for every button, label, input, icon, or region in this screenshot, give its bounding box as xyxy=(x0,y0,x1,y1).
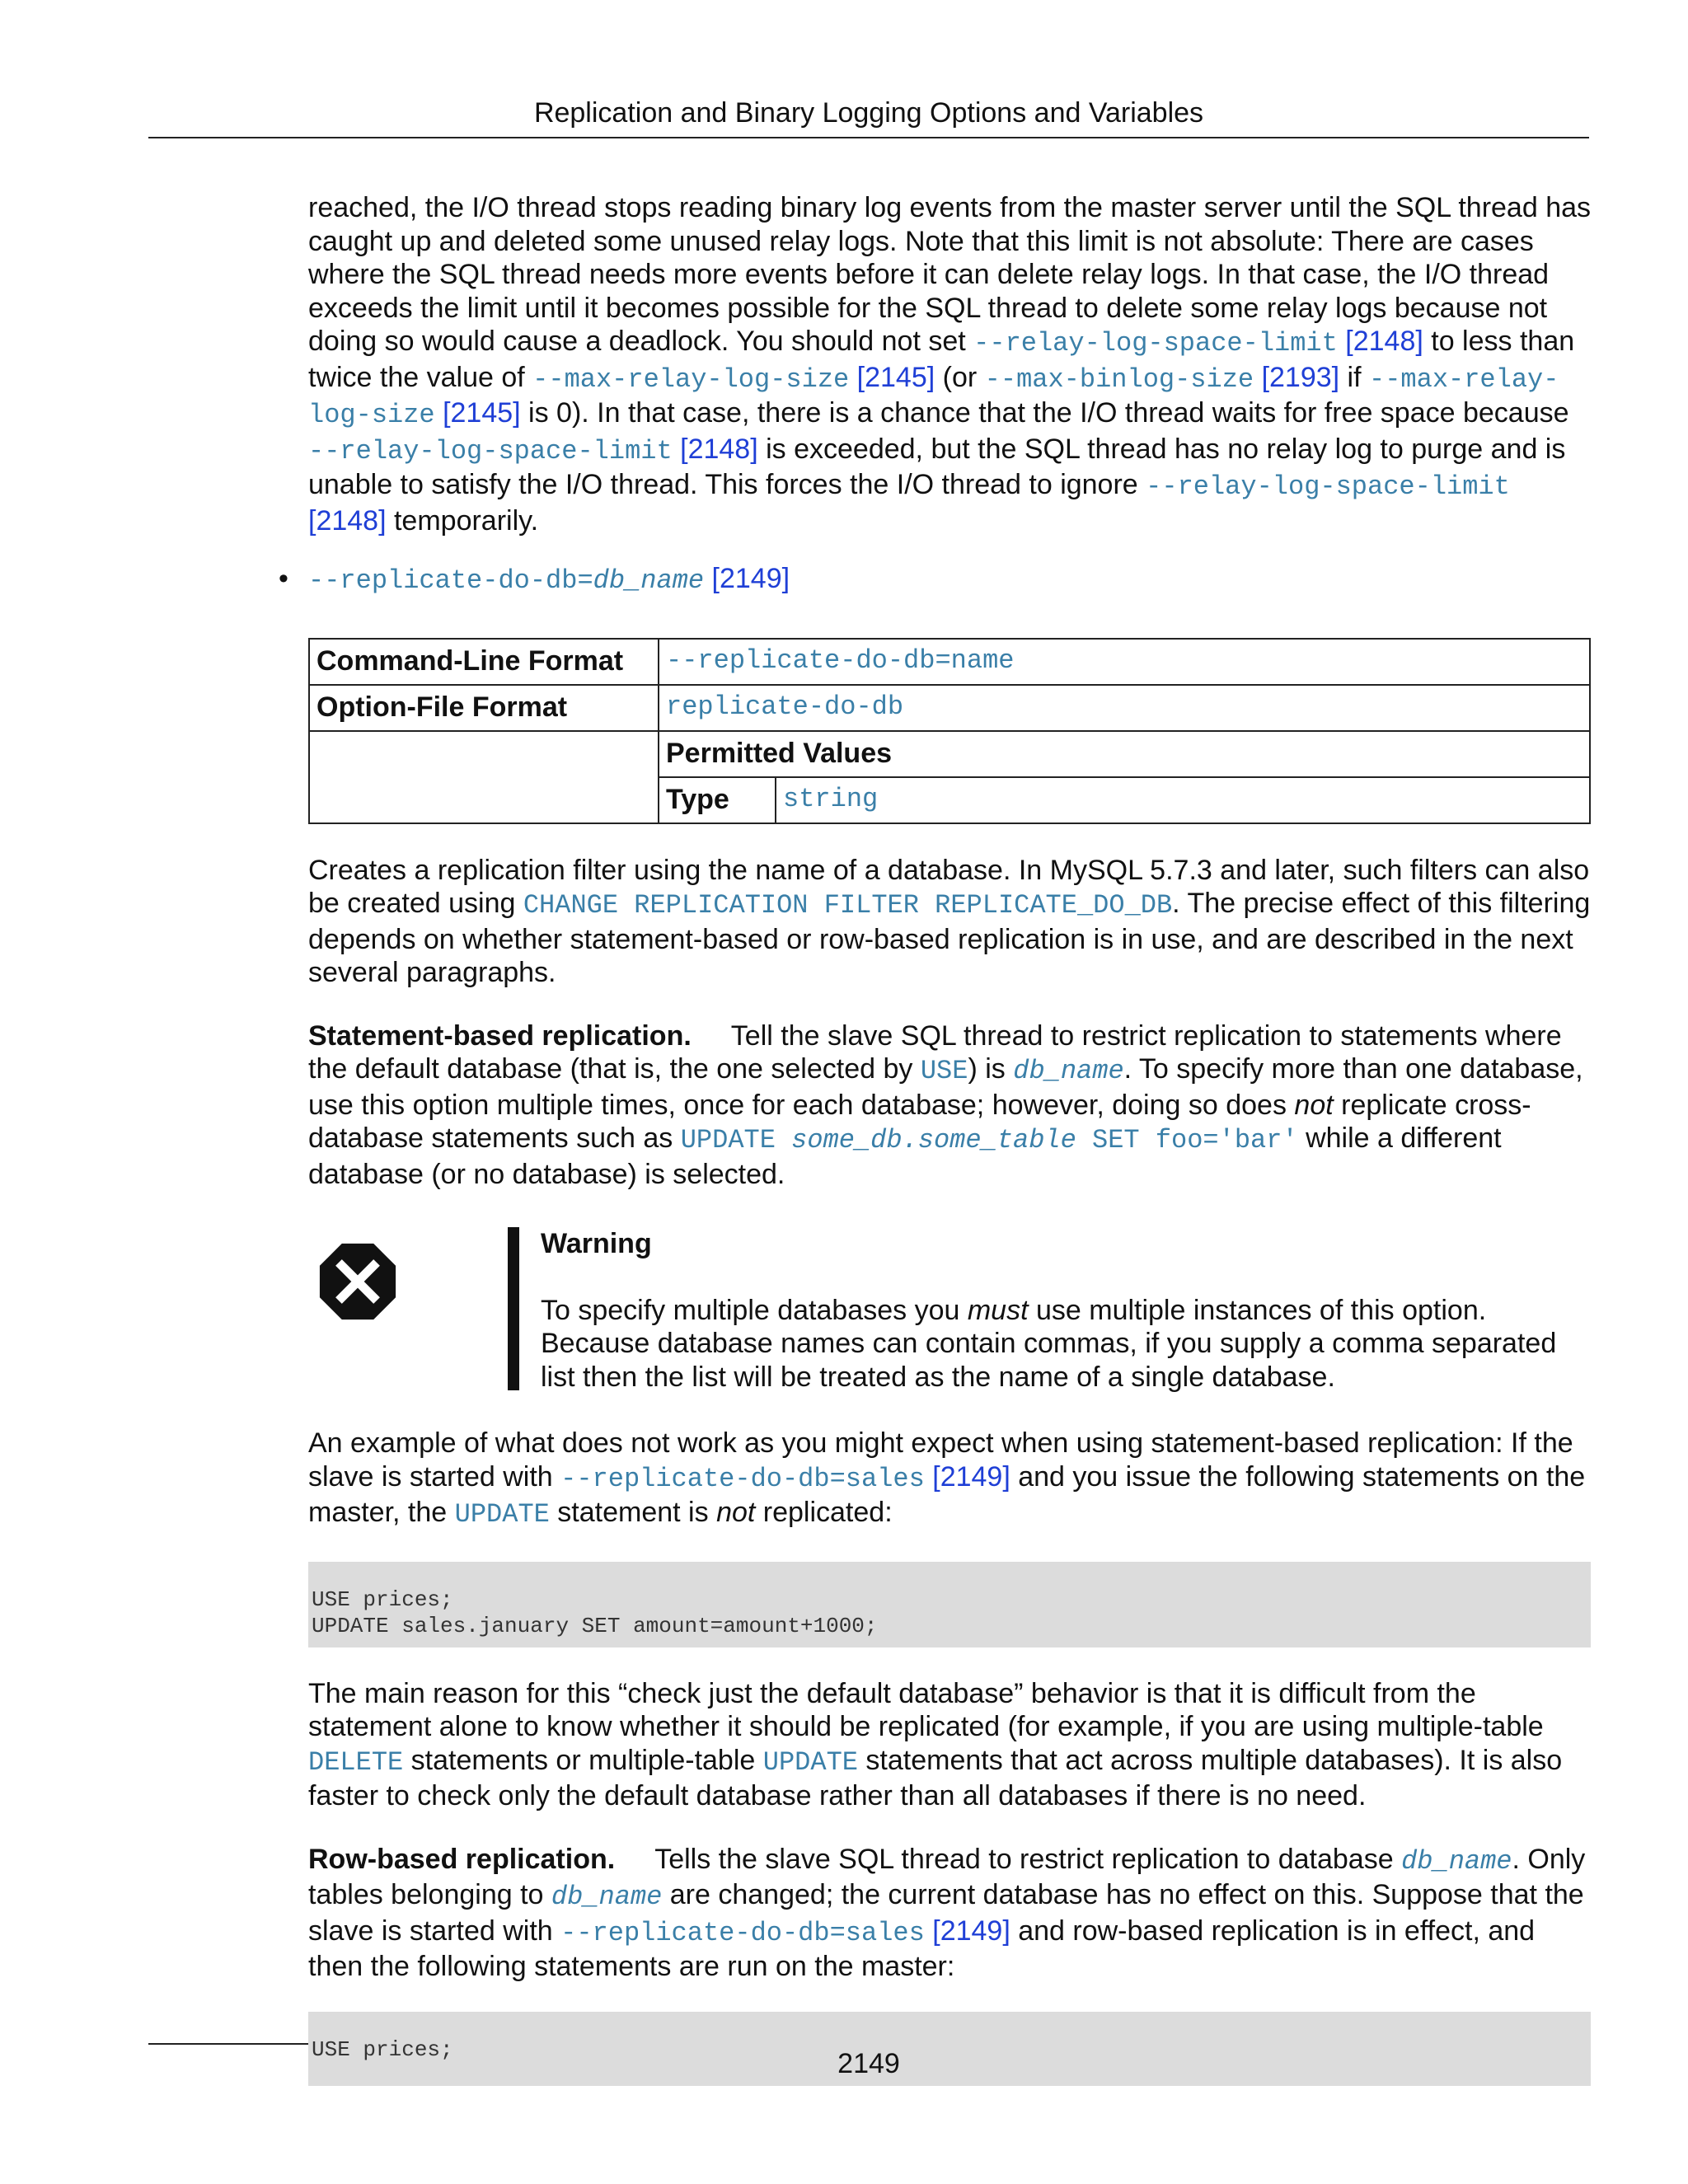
code-block: USE prices; UPDATE sales.january SET amount=amount+1000; xyxy=(308,1562,1591,1647)
paragraph-relay-log-limit: reached, the I/O thread stops reading binary log events from the master server until the SQL thread has caught up and deleted some unused relay logs. Note that this limit is not absolute: There are cases where the SQL thread needs more events before it can delete relay logs. In that case, the I/O thread exceeds the limit until it becomes possible for the SQL thread to delete some relay logs because not doing so would cause a deadlock. You should not set --relay-log-space-limit [2148] to less than twice the value of --max-relay-log-size [2145] (or --max-binlog-size [2193] if --max-relay-log-size [2145] is 0). In that case, there is a chance that the I/O thread waits for free space because --relay-log-space-limit [2148] is exceeded, but the SQL thread has no relay log to purge and is unable to satisfy the I/O thread. This forces the I/O thread to ignore --relay-log-space-limit [2148] temporarily. xyxy=(308,192,1592,537)
page-ref-link[interactable]: [2145] xyxy=(443,397,521,429)
option-link[interactable]: --max-relay-log-size xyxy=(308,363,1559,430)
option-link[interactable]: --replicate-do-db=sales xyxy=(560,1917,925,1948)
table-value-cell: replicate-do-db xyxy=(659,685,1590,731)
page-ref-link[interactable]: [2145] xyxy=(856,361,935,393)
warning-box xyxy=(308,1227,1591,1397)
page-ref-link[interactable]: [2148] xyxy=(308,504,387,537)
option-link[interactable]: --replicate-do-db=sales xyxy=(560,1463,925,1494)
option-link[interactable]: --relay-log-space-limit xyxy=(308,435,673,466)
table-row xyxy=(309,685,1590,731)
paragraph-reason: The main reason for this “check just the default database” behavior is that it is difficult from the statement alone to know whether it should be replicated (for example, if you are using multiple-table DELETE statements or multiple-table UPDATE statements that act across multiple databases). It is also faster to check only the default database rather than all databases if there is no need. xyxy=(308,1677,1563,1811)
table-value-cell: string xyxy=(776,777,1590,823)
footer-rule xyxy=(148,2043,308,2045)
section-label: Statement-based replication. xyxy=(308,1019,692,1052)
statement-link[interactable]: USE xyxy=(920,1056,968,1086)
warning-icon xyxy=(318,1242,397,1321)
document-body xyxy=(279,191,1592,2086)
warning-text: To specify multiple databases you must use multiple instances of this option. Because database names can contain commas, if you supply a comma separated list then the list will be treated as the name of a single database. xyxy=(541,1294,1557,1393)
option-arg[interactable]: db_name xyxy=(593,565,705,596)
table-empty-cell xyxy=(309,731,659,823)
section-label: Row-based replication. xyxy=(308,1843,616,1875)
page-ref-link[interactable]: [2148] xyxy=(680,433,758,465)
page-ref-link[interactable]: [2149] xyxy=(932,1915,1010,1947)
paragraph-example: An example of what does not work as you might expect when using statement-based replication: If the slave is started with --replicate-do-db=sales [2149] and you issue the following statements on the master, the UPDATE statement is not replicated: xyxy=(308,1427,1586,1530)
page-ref-link[interactable]: [2193] xyxy=(1261,361,1340,393)
option-link[interactable]: --relay-log-space-limit xyxy=(973,328,1338,359)
page-number: 2149 xyxy=(837,2048,900,2079)
option-link[interactable]: --relay-log-space-limit xyxy=(1146,471,1510,502)
table-value-cell: --replicate-do-db=name xyxy=(659,639,1590,685)
option-bullet xyxy=(279,562,1591,598)
statement-link[interactable]: UPDATE xyxy=(454,1499,550,1530)
page-ref-link[interactable]: [2148] xyxy=(1345,326,1423,357)
paragraph-statement-based: Statement-based replication. Tell the slave SQL thread to restrict replication to statements where the default database (that is, the one selected by USE) is db_name. To specify more than one database, use this option multiple times, once for each database; however, doing so does not replicate cross-database statements such as UPDATE some_db.some_table SET foo='bar' while a different database (or no database) is selected. xyxy=(308,1019,1583,1190)
option-table xyxy=(308,638,1591,824)
statement-link[interactable]: CHANGE REPLICATION FILTER REPLICATE_DO_DB xyxy=(523,890,1173,921)
table-label-cell: Type xyxy=(659,777,776,823)
table-label-cell: Option-File Format xyxy=(309,685,659,731)
page-header: Replication and Binary Logging Options and Variables xyxy=(148,92,1589,138)
paragraph-row-based: Row-based replication. Tells the slave SQL thread to restrict replication to database db_name. Only tables belonging to db_name are changed; the current database has no effect on this. Suppose that the slave is started with --replicate-do-db=sales [2149] and row-based replication is in effect, and then the following statements are run on the master: xyxy=(308,1843,1586,1982)
table-row xyxy=(309,731,1590,777)
table-header-cell: Permitted Values xyxy=(659,731,1590,777)
code-block: USE prices; xyxy=(308,2012,1591,2086)
page-ref-link[interactable]: [2149] xyxy=(932,1460,1010,1493)
table-label-cell: Command-Line Format xyxy=(309,639,659,685)
option-link[interactable]: --max-binlog-size xyxy=(984,363,1254,395)
paragraph-description: Creates a replication filter using the name of a database. In MySQL 5.7.3 and later, such filters can also be created using CHANGE REPLICATION FILTER REPLICATE_DO_DB. The precise effect of this filtering depends on whether statement-based or row-based replication is in use, and are described in the next several paragraphs. xyxy=(308,854,1591,988)
statement-link[interactable]: DELETE xyxy=(308,1746,404,1778)
option-name[interactable]: --replicate-do-db= xyxy=(308,565,593,596)
warning-bar xyxy=(508,1227,519,1390)
bullet-icon: • xyxy=(279,563,288,594)
page-ref-link[interactable]: [2149] xyxy=(711,563,790,594)
table-row xyxy=(309,639,1590,685)
option-link[interactable]: --max-relay-log-size xyxy=(532,363,850,395)
statement-link[interactable]: UPDATE xyxy=(762,1746,858,1778)
warning-body xyxy=(541,1227,1579,1394)
warning-title: Warning xyxy=(541,1228,652,1259)
